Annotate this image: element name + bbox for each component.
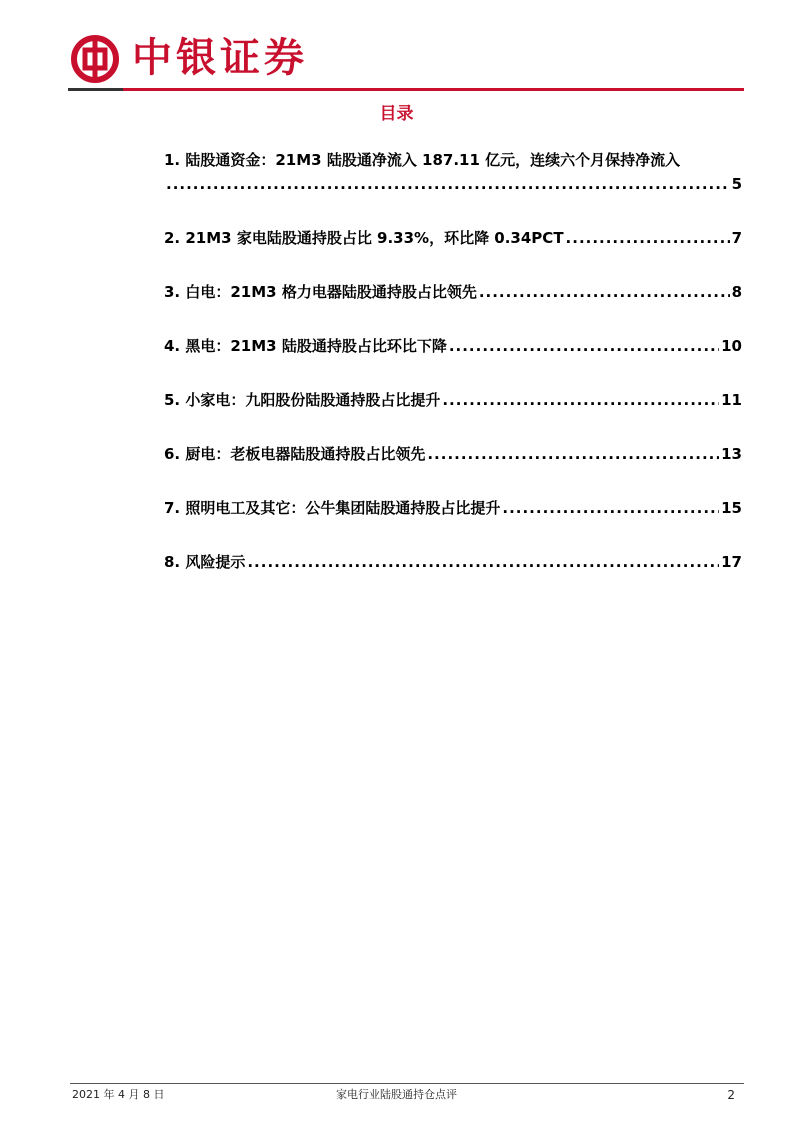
toc-entry-page: 15 [721, 499, 742, 517]
header-rule-accent [68, 88, 123, 91]
toc-entry-page: 11 [721, 391, 742, 409]
toc-leader-dots [166, 172, 730, 196]
toc-entry-page: 13 [721, 445, 742, 463]
toc-leader-dots [502, 496, 719, 520]
toc-leader-dots [566, 226, 730, 250]
toc-leader-dots [247, 550, 719, 574]
toc-entry-label: 7. 照明电工及其它：公牛集团陆股通持股占比提升 [164, 499, 501, 517]
toc-entry-label: 4. 黑电：21M3 陆股通持股占比环比下降 [164, 337, 447, 355]
toc-entry-label: 8. 风险提示 [164, 553, 246, 571]
toc-entry-1[interactable] [164, 148, 742, 196]
toc-entry-page: 8 [731, 283, 742, 301]
toc-entry-label: 5. 小家电：九阳股份陆股通持股占比提升 [164, 391, 441, 409]
footer-report-title: 家电行业陆股通持仓点评 [336, 1088, 457, 1101]
toc-entry-label: 6. 厨电：老板电器陆股通持股占比领先 [164, 445, 426, 463]
toc-entry-page: 5 [731, 175, 742, 193]
toc-entry-8[interactable] [164, 550, 742, 574]
brand-name: 中银证券 [132, 35, 308, 81]
toc-entry-2[interactable] [164, 226, 742, 250]
toc-entry-label: 1. 陆股通资金：21M3 陆股通净流入 187.11 亿元，连续六个月保持净流入 [164, 151, 681, 169]
toc-entry-4[interactable] [164, 334, 742, 358]
table-of-contents [164, 148, 742, 604]
toc-leader-dots [442, 388, 719, 412]
toc-entry-3[interactable] [164, 280, 742, 304]
toc-entry-7[interactable] [164, 496, 742, 520]
toc-entry-page: 10 [721, 337, 742, 355]
toc-entry-label: 3. 白电：21M3 格力电器陆股通持股占比领先 [164, 283, 477, 301]
toc-leader-dots [479, 280, 730, 304]
toc-entry-label: 2. 21M3 家电陆股通持股占比 9.33%，环比降 0.34PCT [164, 229, 564, 247]
toc-leader-dots [427, 442, 719, 466]
toc-leader-dots [449, 334, 719, 358]
footer-date: 2021 年 4 月 8 日 [72, 1088, 165, 1101]
header-rule [68, 88, 744, 91]
footer-rule [70, 1083, 744, 1084]
toc-entry-page: 7 [731, 229, 742, 247]
toc-entry-5[interactable] [164, 388, 742, 412]
toc-entry-page: 17 [721, 553, 742, 571]
toc-entry-6[interactable] [164, 442, 742, 466]
bank-of-china-logo-icon [70, 34, 120, 84]
toc-title: 目录 [379, 104, 414, 124]
footer-page-number: 2 [727, 1088, 735, 1102]
